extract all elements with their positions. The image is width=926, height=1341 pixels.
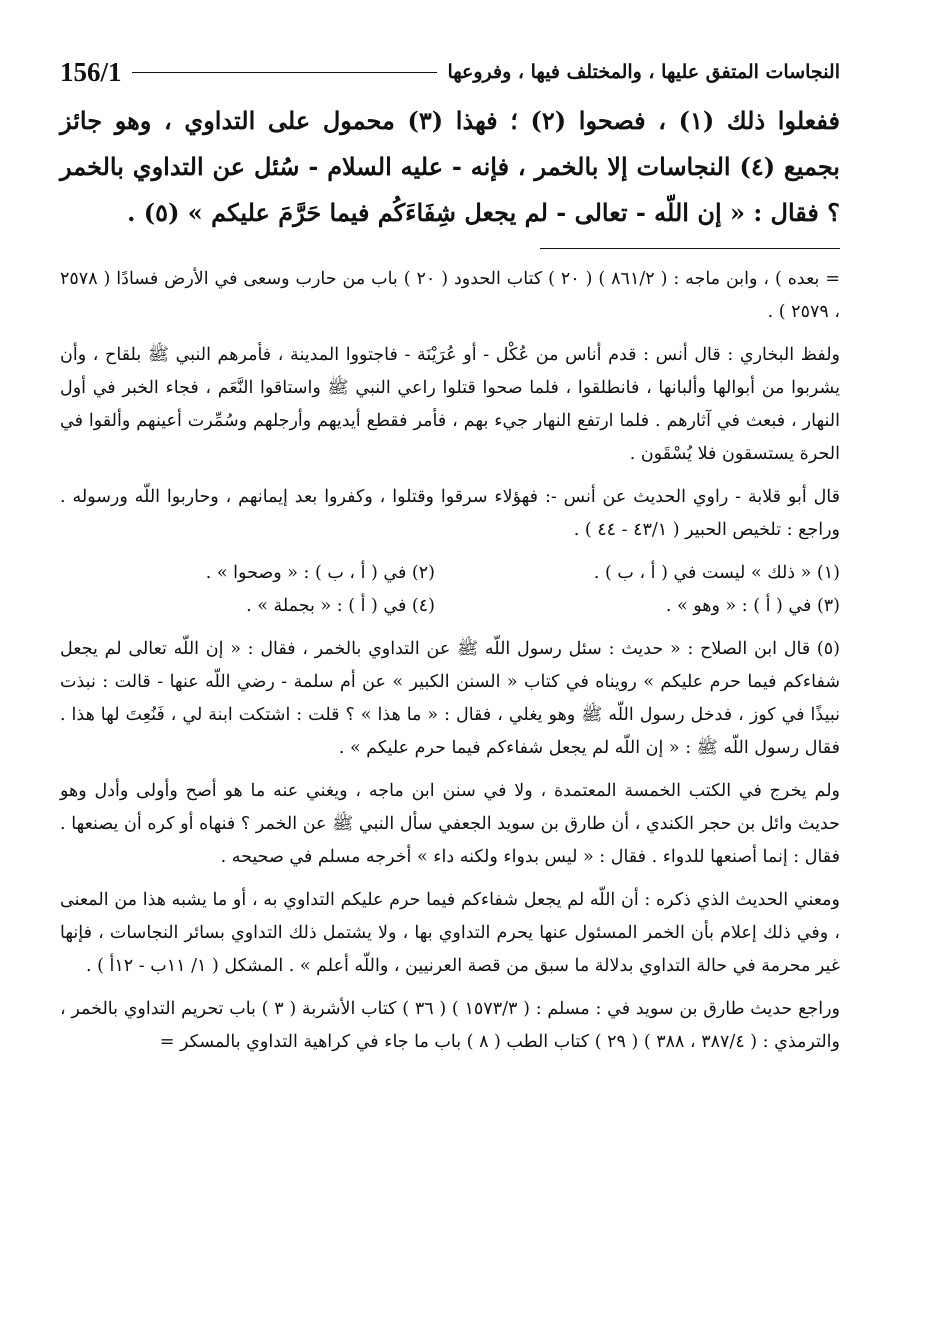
book-page: [60, 50, 840, 1310]
running-title: النجاسات المتفق عليها ، والمختلف فيها ، وفروعها: [447, 61, 840, 83]
note-paragraph-2: ولفظ البخاري : قال أنس : قدم أناس من عُكْل - أو عُرَيْنَة - فاجتووا المدينة ، فأمرهم النبي ﷺ بلقاح ، وأن يشربوا من أبوالها وألبانها ، فانطلقوا ، فلما صحوا قتلوا راعي النبي ﷺ واستاقوا النَّعَم ، فجاء الخبر في أول النهار ، فبعث في آثارهم . فلما ارتفع النهار جيء بهم ، فأمر فقطع أيديهم وأرجلهم وسُمِّرت أعينهم وألقوا في الحرة يستسقون فلا يُسْقَون .: [60, 345, 840, 464]
page-header: [60, 50, 840, 94]
header-rule: [132, 72, 438, 73]
note-paragraph-7: ومعني الحديث الذي ذكره : أن اللّه لم يجعل شفاءكم فيما حرم عليكم التداوي به ، أو ما يشبه هذا من المعنى ، وفي ذلك إعلام بأن الخمر المسئول عنها يحرم التداوي بها ، ولا يشتمل ذلك التداوي بسائر النجاسات ، فإنها غير محرمة في حالة التداوي بدلالة ما سبق من قصة العرنيين ، واللّه أعلم » . المشكل ( ١/ ١١ب - ١٢أ ) .: [60, 890, 840, 976]
note-paragraph-6: ولم يخرج في الكتب الخمسة المعتمدة ، ولا في سنن ابن ماجه ، ويغني عنه ما هو أصح وأولى وأدل وهو حديث وائل بن حجر الكندي ، أن طارق بن سويد الجعفي سأل النبي ﷺ عن الخمر ؟ فنهاه أو كره أن يصنعها . فقال : إنما أصنعها للدواء . فقال : « ليس بدواء ولكنه داء » أخرجه مسلم في صحيحه .: [60, 781, 840, 867]
footnote-4: (٤) في ( أ ) : « بجملة » .: [246, 596, 435, 616]
footnotes-block: [60, 263, 840, 1059]
note-paragraph-8: وراجع حديث طارق بن سويد في : مسلم : ( ١٥٧٣/٣ ) ( ٣٦ ) كتاب الأشربة ( ٣ ) باب تحريم التداوي بالخمر ، والترمذي : ( ٣٨٧/٤ ، ٣٨٨ ) ( ٢٩ ) كتاب الطب ( ٨ ) باب ما جاء في كراهية التداوي بالمسكر =: [60, 999, 840, 1052]
short-footnotes: [60, 557, 840, 623]
page-number: 156/1: [60, 56, 122, 87]
footnote-2: (٢) في ( أ ، ب ) : « وصحوا » .: [205, 563, 435, 583]
footnote-separator: [540, 248, 840, 249]
main-text-block: [60, 98, 840, 236]
footnote-5: (٥) قال ابن الصلاح : « حديث : سئل رسول اللّه ﷺ عن التداوي بالخمر ، فقال : « إن اللّه تعالى لم يجعل شفاءكم فيما حرم عليكم » رويناه في كتاب « السنن الكبير » عن أم سلمة - رضي اللّه عنها - قالت : نبذت نبيذًا في كوز ، فدخل رسول اللّه ﷺ وهو يغلي ، فقال : « ما هذا » ؟ قلت : اشتكت ابنة لي ، فَنُعِتَ لها هذا . فقال رسول اللّه ﷺ : « إن اللّه لم يجعل شفاءكم فيما حرم عليكم » .: [60, 639, 840, 758]
footnote-1: (١) « ذلك » ليست في ( أ ، ب ) .: [593, 563, 840, 583]
note-paragraph-1: = بعده ) ، وابن ماجه : ( ٨٦١/٢ ) ( ٢٠ ) كتاب الحدود ( ٢٠ ) باب من حارب وسعى في الأرض فسادًا ( ٢٥٧٨ ، ٢٥٧٩ ) .: [60, 269, 840, 322]
footnote-3: (٣) في ( أ ) : « وهو » .: [665, 596, 840, 616]
main-paragraph: ففعلوا ذلك (١) ، فصحوا (٢) ؛ فهذا (٣) محمول على التداوي ، وهو جائز بجميع (٤) النجاسات إلا بالخمر ، فإنه - عليه السلام - سُئل عن التداوي بالخمر ؟ فقال : « إن اللّه - تعالى - لم يجعل شِفَاءَكُم فيما حَرَّمَ عليكم » (٥) .: [60, 106, 841, 227]
note-paragraph-3: قال أبو قلابة - راوي الحديث عن أنس -: فهؤلاء سرقوا وقتلوا ، وكفروا بعد إيمانهم ، وحاربوا اللّه ورسوله . وراجع : تلخيص الحبير ( ٤٣/١ - ٤٤ ) .: [60, 487, 840, 540]
